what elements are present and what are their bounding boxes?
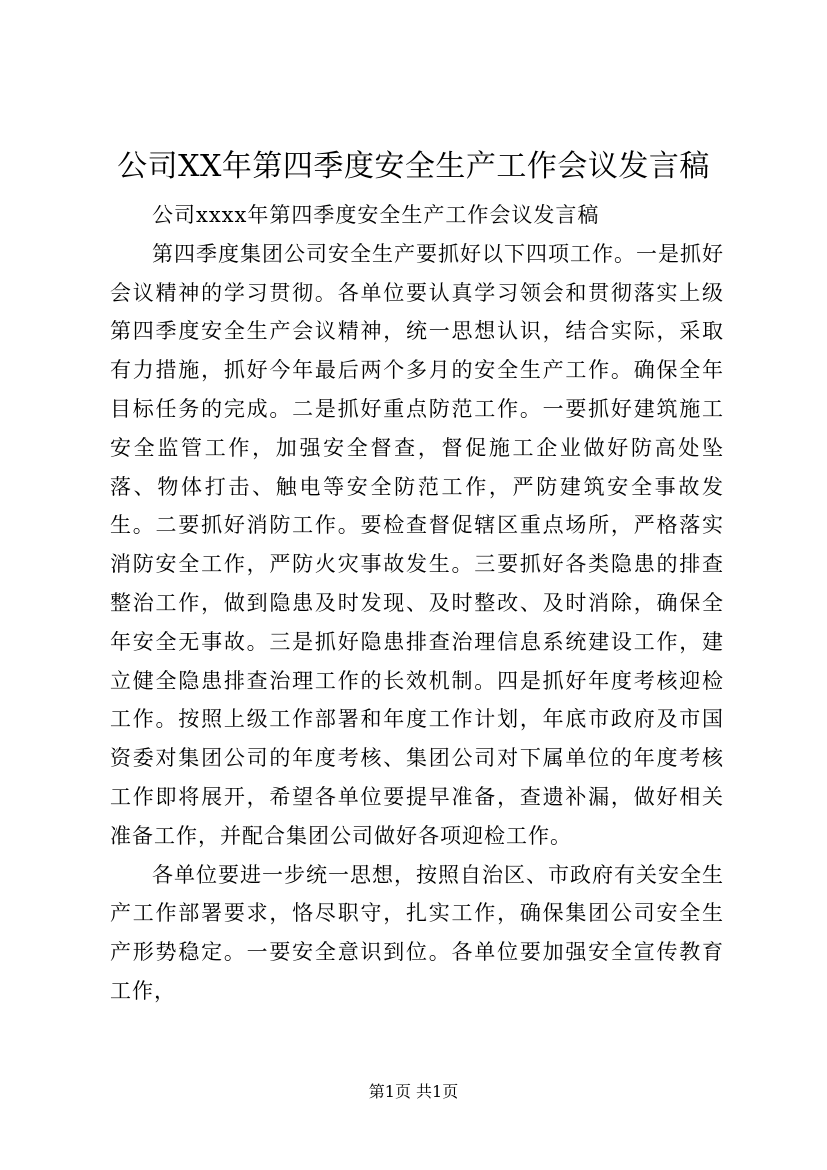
body-paragraph-2: 各单位要进一步统一思想，按照自治区、市政府有关安全生产工作部署要求，恪尽职守，扎实工作，确保集团公司安全生产形势稳定。一要安全意识到位。各单位要加强安全宣传教育工作， [110, 862, 724, 1003]
page-number-footer: 第1页 共1页 [368, 1082, 459, 1101]
document-title: 公司XX年第四季度安全生产工作会议发言稿 [117, 149, 710, 184]
document-body [110, 196, 724, 1011]
subtitle-paragraph: 公司xxxx年第四季度安全生产工作会议发言稿 [152, 203, 600, 227]
body-paragraph-1: 第四季度集团公司安全生产要抓好以下四项工作。一是抓好会议精神的学习贯彻。各单位要认真学习领会和贯彻落实上级第四季度安全生产会议精神，统一思想认识，结合实际，采取有力措施，抓好今年最后两个多月的安全生产工作。确保全年目标任务的完成。二是抓好重点防范工作。一要抓好建筑施工安全监管工作，加强安全督查，督促施工企业做好防高处坠落、物体打击、触电等安全防范工作，严防建筑安全事故发生。二要抓好消防工作。要检查督促辖区重点场所，严格落实消防安全工作，严防火灾事故发生。三要抓好各类隐患的排查整治工作，做到隐患及时发现、及时整改、及时消除，确保全年安全无事故。三是抓好隐患排查治理信息系统建设工作，建立健全隐患排查治理工作的长效机制。四是抓好年度考核迎检工作。按照上级工作部署和年度工作计划，年底市政府及市国资委对集团公司的年度考核、集团公司对下属单位的年度考核工作即将展开，希望各单位要提早准备，查遗补漏，做好相关准备工作，并配合集团公司做好各项迎检工作。 [110, 241, 724, 848]
